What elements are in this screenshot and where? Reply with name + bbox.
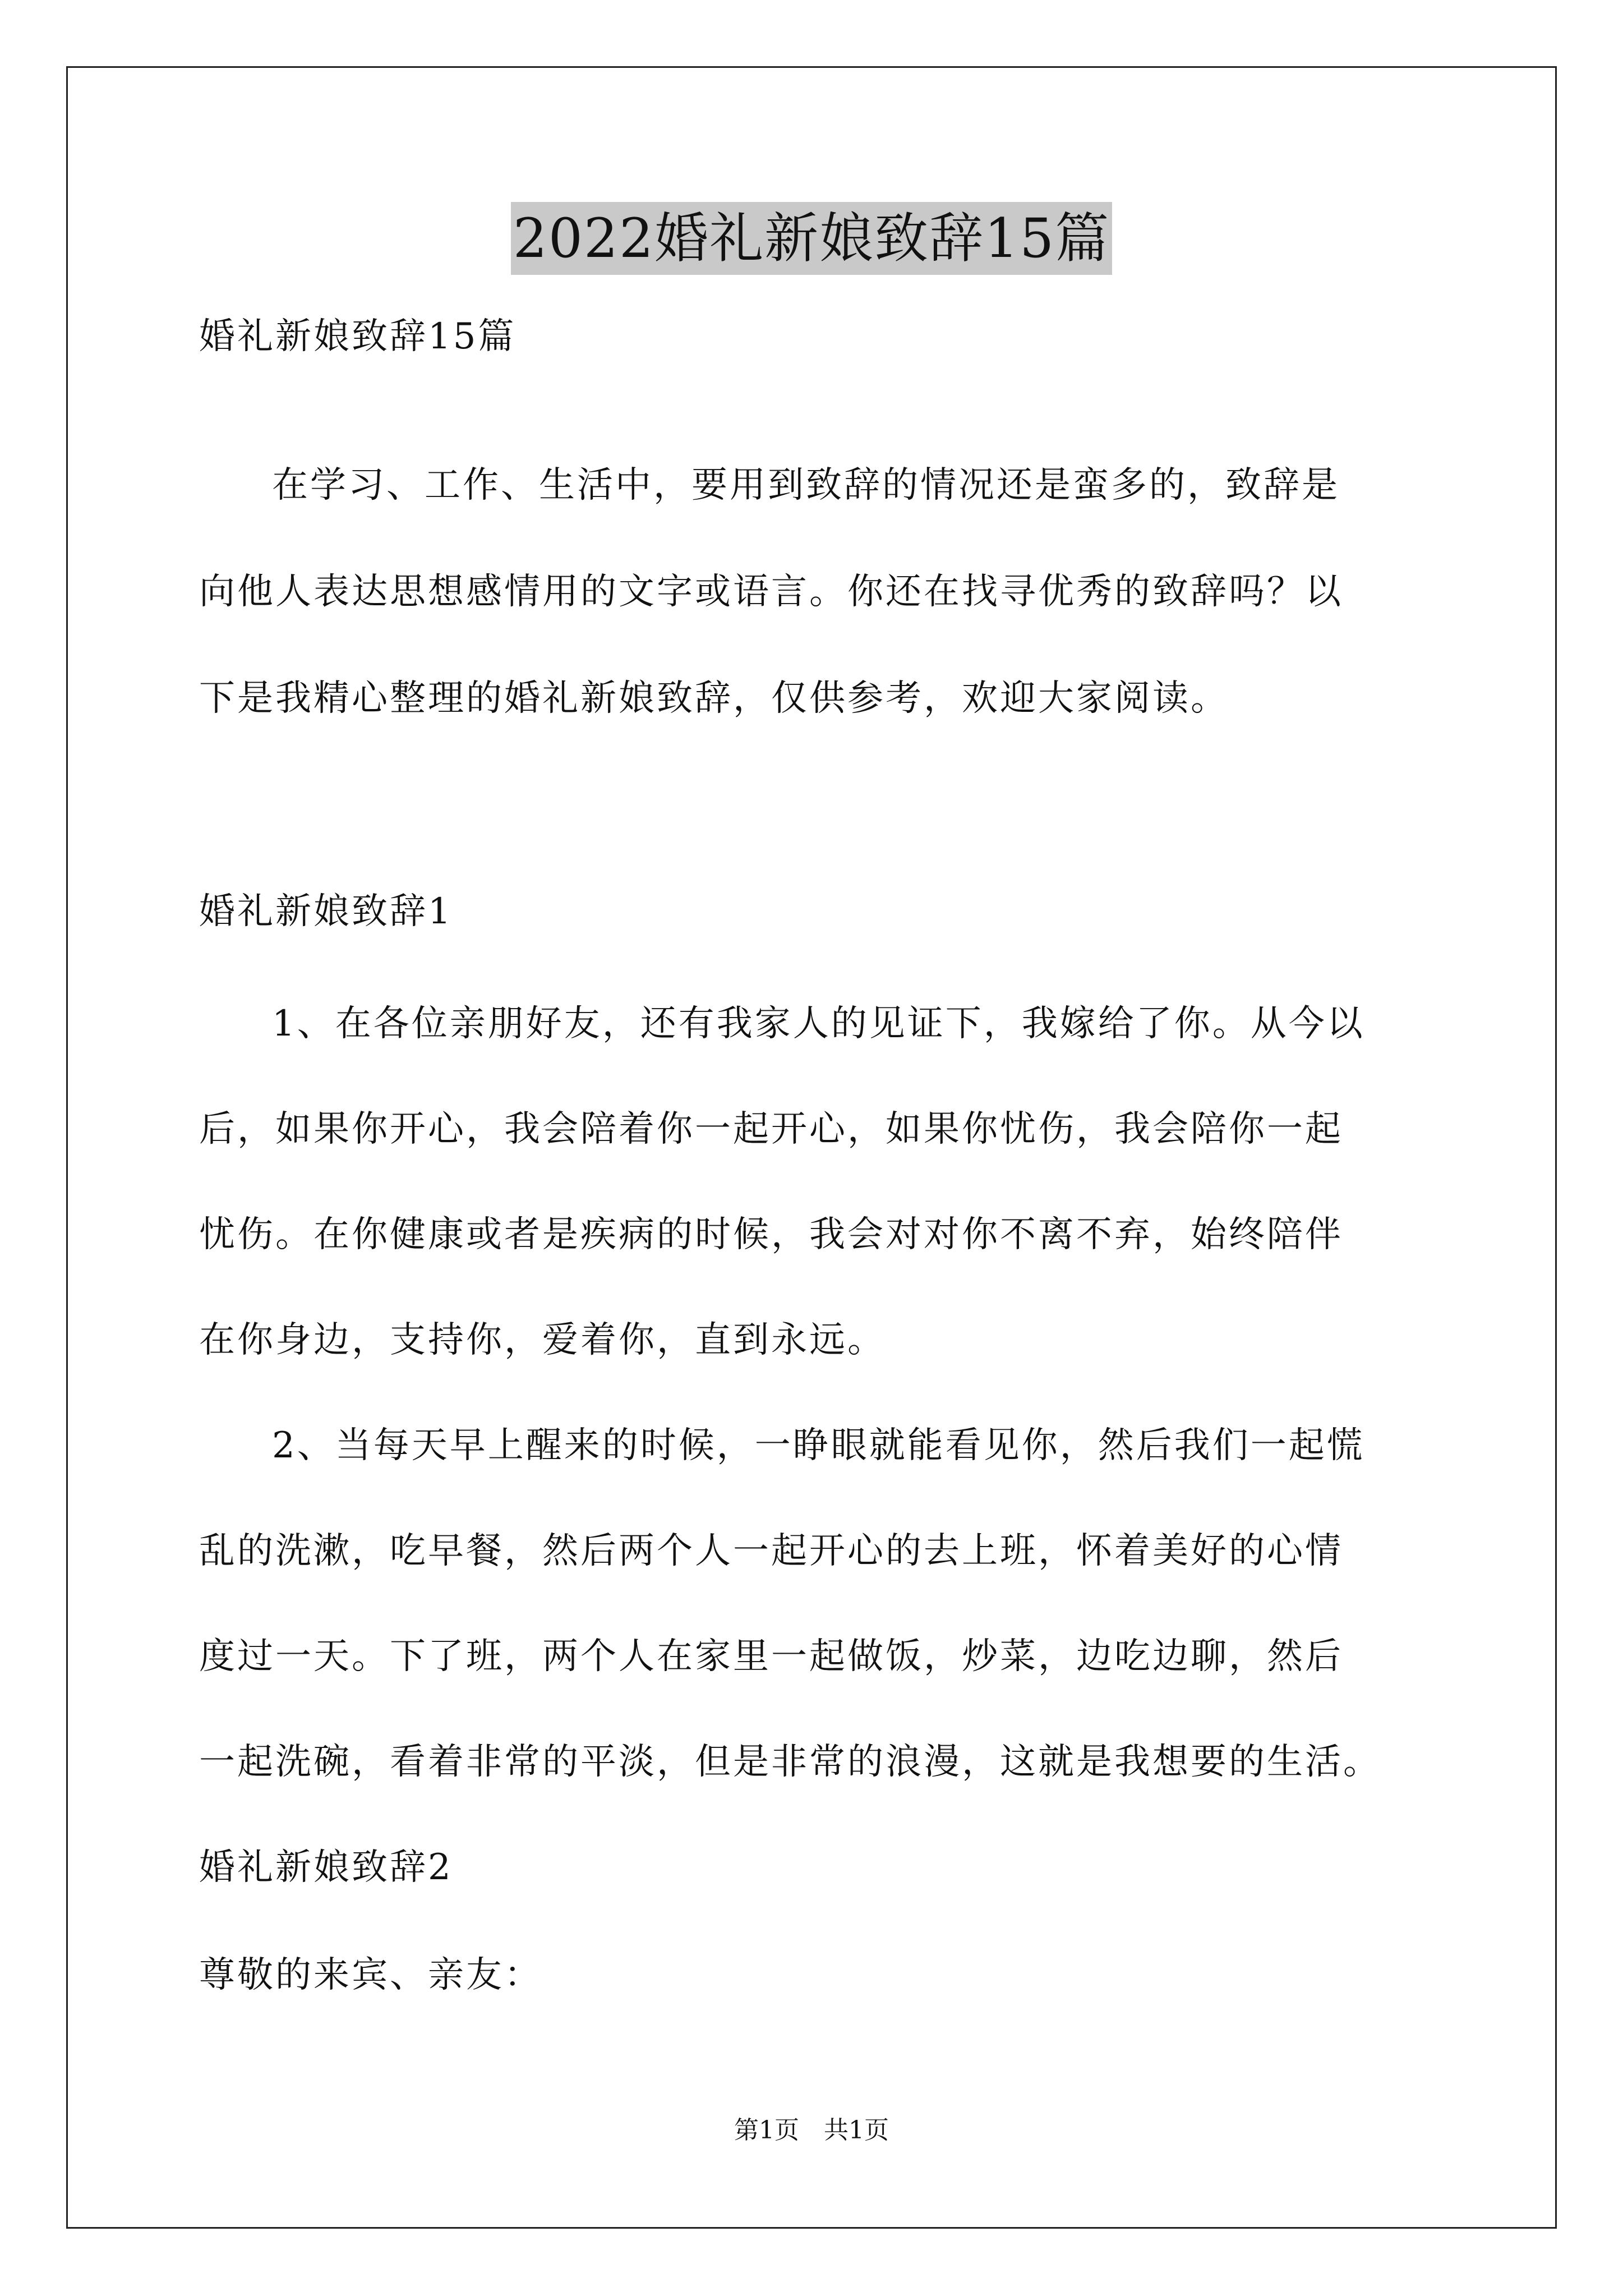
section1-para2-line-2: 乱的洗漱，吃早餐，然后两个人一起开心的去上班，怀着美好的心情	[199, 1530, 1343, 1572]
section-heading-1: 婚礼新娘致辞1	[199, 891, 453, 932]
section-heading-2: 婚礼新娘致辞2	[199, 1847, 453, 1888]
section1-para1-line-4: 在你身边，支持你，爱着你，直到永远。	[199, 1319, 886, 1361]
page-footer: 第1页 共1页	[734, 2116, 889, 2145]
section1-para1-line-2: 后，如果你开心，我会陪着你一起开心，如果你忧伤，我会陪你一起	[199, 1108, 1343, 1150]
section1-para2-line-4: 一起洗碗，看着非常的平淡，但是非常的浪漫，这就是我想要的生活。	[199, 1741, 1381, 1783]
section1-para2-line-1: 2、当每天早上醒来的时候，一睁眼就能看见你，然后我们一起慌	[272, 1425, 1365, 1466]
intro-line-1: 在学习、工作、生活中，要用到致辞的情况还是蛮多的，致辞是	[272, 464, 1340, 506]
title-block	[0, 202, 1623, 275]
intro-line-3: 下是我精心整理的婚礼新娘致辞，仅供参考，欢迎大家阅读。	[199, 678, 1229, 719]
intro-line-2: 向他人表达思想感情用的文字或语言。你还在找寻优秀的致辞吗？以	[199, 571, 1343, 613]
section2-greeting: 尊敬的来宾、亲友：	[199, 1954, 542, 1996]
section1-para2-line-3: 度过一天。下了班，两个人在家里一起做饭，炒菜，边吃边聊，然后	[199, 1636, 1343, 1677]
section1-para1-line-1: 1、在各位亲朋好友，还有我家人的见证下，我嫁给了你。从今以	[272, 1003, 1365, 1045]
section1-para1-line-3: 忧伤。在你健康或者是疾病的时候，我会对对你不离不弃，始终陪伴	[199, 1214, 1343, 1255]
document-title: 2022婚礼新娘致辞15篇	[511, 202, 1112, 275]
subtitle: 婚礼新娘致辞15篇	[199, 316, 517, 357]
